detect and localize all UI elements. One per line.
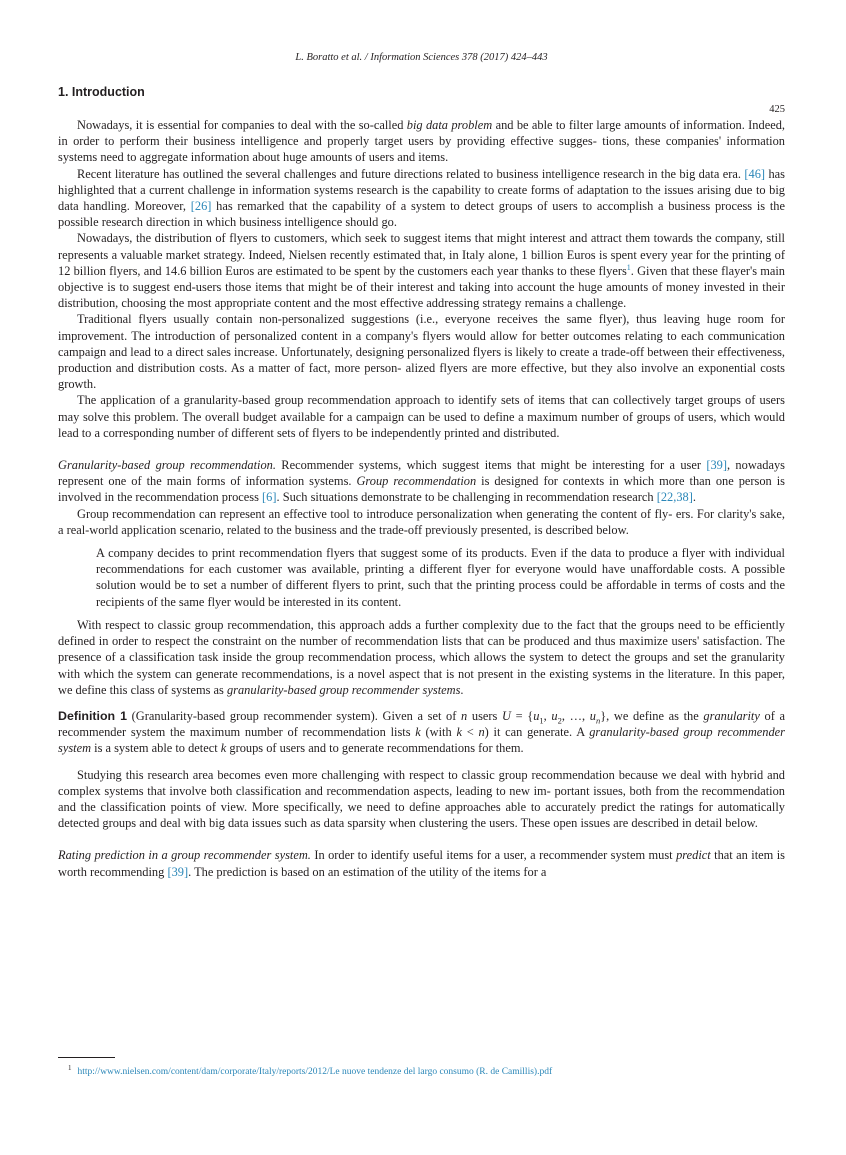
body-text <box>58 117 785 880</box>
footnote-url-link[interactable]: http://www.nielsen.com/content/dam/corporate/Italy/reports/2012/Le nuove tendenze del largo consumo (R. de Camillis).pdf <box>77 1067 553 1078</box>
granularity-paragraph-2: Group recommendation can represent an effective tool to introduce personalization when generating the content of fly- ers. For clarity's sake, a real-world application scenario, related to the business and the trade-off previously presented, is described below. <box>58 506 785 537</box>
definition-label: Definition 1 <box>58 708 128 723</box>
intro-paragraph-5: The application of a granularity-based group recommendation approach to identify sets of items that can collectively target groups of users may solve this problem. The overall budget available for a campaign can be used to define a maximum number of groups of users, which would lead to a corresponding number of different sets of flyers to be independently printed and distributed. <box>58 393 785 440</box>
studying-paragraph: Studying this research area becomes even more challenging with respect to classic group recommendation because we deal with hybrid and complex systems that involve both classification and recommendation aspects, leading to new im- portant issues, both from the recommendation and the classification points of view. More specifically, we need to define approaches able to accurately predict the ratings for automatically detected groups and deal with big data issues such as data sparsity when clustering the users. These open issues are described in detail below. <box>58 767 785 831</box>
citation-link[interactable]: [39] <box>167 864 189 879</box>
granularity-paragraph-3: With respect to classic group recommendation, this approach adds a further complexity due to the fact that the groups need to be efficiently defined in order to respect the constraint on the number of recommendation lists that can be produced and thus maximize users' satisfaction. The presence of a classification task inside the group recommendation process, which allows the system to detect the groups and set the granularity with which the system can generate recommendations, is a novel aspect that is not present in the existing systems in the literature. In this paper, we define this class of systems as granularity-based group recommender systems. <box>58 617 785 697</box>
running-head-text: L. Boratto et al. / Information Sciences 378 (2017) 424–443 <box>295 52 548 63</box>
footnote <box>68 1064 552 1077</box>
intro-paragraph-1: Nowadays, it is essential for companies to deal with the so-called big data problem and be able to filter large amounts of information. Indeed, in order to perform their business intelligence and properly target users by providing effective sugges- tions, these companies' information systems need to aggregate information about huge amounts of users and items. <box>58 118 785 165</box>
definition-1: Definition 1 (Granularity-based group recommender system). Given a set of n users $U = \{u_1$, $u_2$, …, $u_n$}, we define as the granularity of a recommender system the maximum number of recommendation lists k (with k < n) it can generate. A granularity-based group recommender system is a system able to detect k groups of users and to generate recommendations for them. <box>58 708 786 756</box>
runin-title: Rating prediction in a group recommender system. <box>58 848 311 863</box>
runin-title: Granularity-based group recommendation. <box>58 458 276 473</box>
intro-paragraph-3: Nowadays, the distribution of flyers to customers, which seek to suggest items that might interest and attract them towards the company, still represents a valuable market strategy. Indeed, Nielsen recently estimated that, in Italy alone, 1 billion Euros is spent every year for the printing of 12 billion flyers, and 14.6 billion Euros are estimated to be spent by the customers each year thanks to these flyers$^1$. Given that these flayer's main objective is to suggest end-users those items that might be of their interest and taking into account the huge amounts of money invested in their distribution, choosing the most appropriate content and the most effective addressing strategy remains a challenge. <box>58 231 786 311</box>
scenario-quote: A company decides to print recommendation flyers that suggest some of its products. Even if the data to produce a flyer with individual recommendations for each customer was available, printing a different flyer for everyone would have unaffordable costs. A possible solution would be to set a number of different flyers to print, such that the printing process could be affordable in terms of costs and the recipients of the same flyer would be interested in its content. <box>96 546 785 609</box>
intro-paragraph-2: Recent literature has outlined the several challenges and future directions related to business intelligence research in the big data era. [46] has highlighted that a current challenge in information systems research is the capability to create forms of adaptation to the issues arising due to big data handling. Moreover, [26] has remarked that the capability of a system to detect groups of users to accomplish a business process is the possible research direction in which business intelligence should go. <box>58 166 785 230</box>
granularity-paragraph-1: Granularity-based group recommendation. Recommender systems, which suggest items that might be interesting for a user [39], nowadays represent one of the main forms of information systems. Group recommendation is designed for contexts in which more than one person is involved in the recommendation process [6]. Such situations demonstrate to be challenging in recommendation research [22,38]. <box>58 458 785 505</box>
footnote-link[interactable]: 1 <box>626 262 631 272</box>
citation-link[interactable]: [46] <box>744 166 766 181</box>
citation-link[interactable]: [22,38] <box>656 490 693 505</box>
rating-paragraph: Rating prediction in a group recommender system. In order to identify useful items for a user, a recommender system must predict that an item is worth recommending [39]. The prediction is based on an estimation of the utility of the items for a <box>58 848 785 879</box>
section-heading: 1. Introduction <box>58 85 145 99</box>
intro-paragraph-4: Traditional flyers usually contain non-personalized suggestions (i.e., everyone receives the same flyer), thus leaving huge room for improvement. The introduction of personalized content in a company's flyers would allow for better outcomes relating to each communication campaign and lead to a direct sales increase. Unfortunately, designing personalized flyers is likely to create a trade-off between their effectiveness, production and distribution costs. As a matter of fact, more person- alized flyers are more effective, but they also involve an exponential costs growth. <box>58 312 785 392</box>
citation-link[interactable]: [6] <box>262 490 277 505</box>
citation-link[interactable]: [39] <box>706 458 727 473</box>
citation-link[interactable]: [26] <box>190 199 212 214</box>
page-number: 425 <box>769 104 785 115</box>
footnote-mark: 1 <box>68 1064 72 1072</box>
footnote-rule <box>58 1057 115 1058</box>
